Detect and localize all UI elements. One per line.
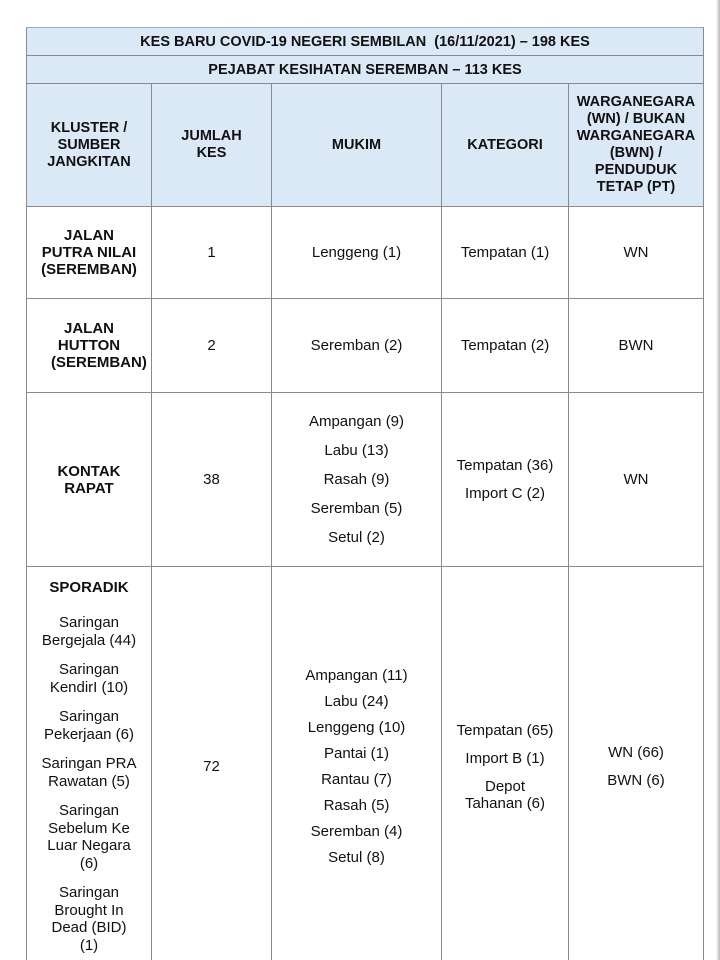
- covid-case-table: [26, 27, 704, 960]
- header-mukim: MUKIM: [272, 84, 442, 207]
- mukim-item: Rasah (5): [323, 797, 390, 814]
- table-row: [27, 207, 704, 299]
- mukim-item: Rasah (9): [323, 471, 390, 488]
- mukim-item: Setul (8): [328, 849, 385, 866]
- warganegara-item: BWN (6): [607, 772, 665, 789]
- table-title-row: [27, 28, 704, 56]
- cell-jumlah: 38: [152, 393, 272, 567]
- cell-mukim: Lenggeng (1): [272, 207, 442, 299]
- table-row: [27, 393, 704, 567]
- cell-kluster: [27, 567, 152, 960]
- header-jumlah: JUMLAH KES: [152, 84, 272, 207]
- cell-warganegara: BWN: [569, 299, 704, 393]
- mukim-item: Seremban (5): [310, 500, 403, 517]
- cell-kategori: [442, 567, 569, 960]
- table-subtitle: PEJABAT KESIHATAN SEREMBAN – 113 KES: [27, 56, 704, 84]
- cell-kategori: Tempatan (2): [442, 299, 569, 393]
- kategori-item: Import C (2): [464, 485, 545, 502]
- kluster-sporadik-label: SPORADIK: [49, 579, 129, 596]
- cell-mukim: [272, 393, 442, 567]
- kategori-item: Depot Tahanan (6): [464, 777, 546, 812]
- kategori-item: Tempatan (36): [456, 457, 554, 474]
- table-row: [27, 567, 704, 960]
- mukim-item: Rantau (7): [321, 771, 392, 788]
- case-table-document: [26, 27, 703, 960]
- mukim-item: Labu (24): [324, 693, 389, 710]
- table-subtitle-row: [27, 56, 704, 84]
- saringan-item: Saringan Bergejala (44): [41, 614, 137, 649]
- cell-warganegara: WN: [569, 207, 704, 299]
- cell-mukim: [272, 567, 442, 960]
- table-title: KES BARU COVID-19 NEGERI SEMBILAN (16/11/2021) – 198 KES: [27, 28, 704, 56]
- saringan-item: Saringan Sebelum Ke Luar Negara (6): [47, 802, 131, 872]
- cell-jumlah: 1: [152, 207, 272, 299]
- cell-kategori: Tempatan (1): [442, 207, 569, 299]
- saringan-item: Saringan KendirI (10): [49, 661, 129, 696]
- cell-kategori: [442, 393, 569, 567]
- mukim-item: Pantai (1): [323, 745, 390, 762]
- cell-jumlah: 2: [152, 299, 272, 393]
- cell-kluster: KONTAK RAPAT: [27, 393, 152, 567]
- mukim-item: Labu (13): [324, 442, 389, 459]
- mukim-item: Seremban (4): [310, 823, 403, 840]
- cell-kluster: JALAN HUTTON (SEREMBAN): [27, 299, 152, 393]
- kategori-item: Tempatan (65): [456, 721, 554, 739]
- mukim-item: Setul (2): [328, 529, 385, 546]
- cell-jumlah: 72: [152, 567, 272, 960]
- cell-warganegara: [569, 567, 704, 960]
- kategori-item: Import B (1): [465, 749, 545, 767]
- header-kluster: KLUSTER / SUMBER JANGKITAN: [27, 84, 152, 207]
- page-edge-shadow: [716, 0, 720, 960]
- mukim-item: Lenggeng (10): [307, 719, 406, 736]
- saringan-item: Saringan PRA Rawatan (5): [41, 755, 137, 790]
- header-row: [27, 84, 704, 207]
- header-warganegara: WARGANEGARA (WN) / BUKAN WARGANEGARA (BWN) / PENDUDUK TETAP (PT): [569, 84, 704, 207]
- cell-kluster: JALAN PUTRA NILAI (SEREMBAN): [27, 207, 152, 299]
- table-row: [27, 299, 704, 393]
- cell-warganegara: WN: [569, 393, 704, 567]
- mukim-item: Ampangan (11): [305, 667, 408, 684]
- mukim-item: Ampangan (9): [308, 413, 405, 430]
- warganegara-item: WN (66): [608, 744, 664, 761]
- header-kategori: KATEGORI: [442, 84, 569, 207]
- saringan-item: Saringan Pekerjaan (6): [43, 708, 135, 743]
- saringan-item: Saringan Brought In Dead (BID) (1): [51, 884, 127, 954]
- cell-mukim: Seremban (2): [272, 299, 442, 393]
